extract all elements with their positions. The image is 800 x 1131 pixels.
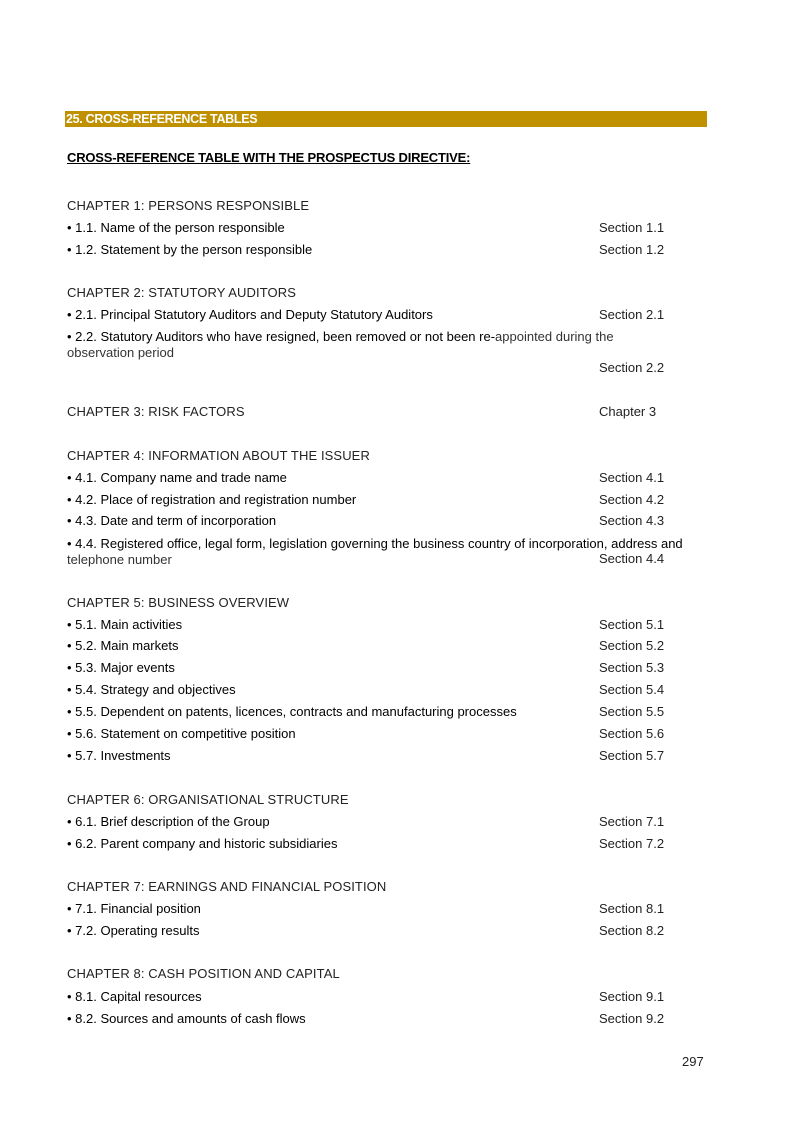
item-5-5-ref: Section 5.5: [599, 704, 665, 719]
item-2-2-label: [67, 329, 712, 361]
item-6-1-ref: Section 7.1: [599, 814, 665, 829]
item-7-2-label: • 7.2. Operating results: [67, 923, 200, 938]
item-1-1-label: • 1.1. Name of the person responsible: [67, 220, 285, 235]
item-7-1-ref: Section 8.1: [599, 901, 665, 916]
item-5-4-label: • 5.4. Strategy and objectives: [67, 682, 236, 697]
item-8-1-ref: Section 9.1: [599, 989, 665, 1004]
item-1-2-ref: Section 1.2: [599, 242, 665, 257]
chapter-6-title: CHAPTER 6: ORGANISATIONAL STRUCTURE: [67, 792, 349, 807]
chapter-3-title: CHAPTER 3: RISK FACTORS: [67, 404, 245, 419]
table-subtitle: CROSS-REFERENCE TABLE WITH THE PROSPECTUS DIRECTIVE:: [67, 150, 471, 165]
item-5-1-label: • 5.1. Main activities: [67, 617, 183, 632]
item-4-4-label-part-a: • 4.4. Registered office, legal form, legislation governing the business country of incorporation, address and: [67, 536, 683, 551]
item-5-3-label: • 5.3. Major events: [67, 660, 175, 675]
section-header-bar: [65, 111, 707, 127]
chapter-3-ref: Chapter 3: [599, 404, 657, 419]
item-7-2-ref: Section 8.2: [599, 923, 665, 938]
item-5-4-ref: Section 5.4: [599, 682, 665, 697]
chapter-8-title: CHAPTER 8: CASH POSITION AND CAPITAL: [67, 966, 340, 981]
chapter-4-title: CHAPTER 4: INFORMATION ABOUT THE ISSUER: [67, 448, 370, 463]
item-7-1-label: • 7.1. Financial position: [67, 901, 201, 916]
item-4-2-ref: Section 4.2: [599, 492, 665, 507]
item-8-1-label: • 8.1. Capital resources: [67, 989, 202, 1004]
chapter-5-title: CHAPTER 5: BUSINESS OVERVIEW: [67, 595, 290, 610]
section-title: 25. CROSS-REFERENCE TABLES: [66, 112, 258, 126]
item-4-2-label: • 4.2. Place of registration and registration number: [67, 492, 357, 507]
item-5-1-ref: Section 5.1: [599, 617, 665, 632]
item-6-2-label: • 6.2. Parent company and historic subsidiaries: [67, 836, 338, 851]
item-2-1-label: • 2.1. Principal Statutory Auditors and Deputy Statutory Auditors: [67, 307, 433, 322]
item-1-2-label: • 1.2. Statement by the person responsible: [67, 242, 313, 257]
item-5-2-ref: Section 5.2: [599, 638, 665, 653]
item-4-1-label: • 4.1. Company name and trade name: [67, 470, 287, 485]
item-5-7-ref: Section 5.7: [599, 748, 665, 763]
item-5-6-ref: Section 5.6: [599, 726, 665, 741]
chapter-2-title: CHAPTER 2: STATUTORY AUDITORS: [67, 285, 297, 300]
item-2-2-label-part-c: observation period: [67, 345, 174, 360]
item-1-1-ref: Section 1.1: [599, 220, 665, 235]
chapter-1-title: CHAPTER 1: PERSONS RESPONSIBLE: [67, 198, 310, 213]
item-5-6-label: • 5.6. Statement on competitive position: [67, 726, 296, 741]
item-5-3-ref: Section 5.3: [599, 660, 665, 675]
item-4-4-label-part-b: telephone number: [67, 552, 172, 567]
item-6-2-ref: Section 7.2: [599, 836, 665, 851]
item-4-3-ref: Section 4.3: [599, 513, 665, 528]
item-4-4-ref: Section 4.4: [599, 551, 665, 566]
item-6-1-label: • 6.1. Brief description of the Group: [67, 814, 270, 829]
item-5-2-label: • 5.2. Main markets: [67, 638, 179, 653]
item-8-2-ref: Section 9.2: [599, 1011, 665, 1026]
item-2-1-ref: Section 2.1: [599, 307, 665, 322]
item-2-2-label-part-b: appointed during the: [495, 329, 614, 344]
item-5-7-label: • 5.7. Investments: [67, 748, 171, 763]
item-4-3-label: • 4.3. Date and term of incorporation: [67, 513, 277, 528]
chapter-7-title: CHAPTER 7: EARNINGS AND FINANCIAL POSITION: [67, 879, 387, 894]
item-8-2-label: • 8.2. Sources and amounts of cash flows: [67, 1011, 306, 1026]
item-4-1-ref: Section 4.1: [599, 470, 665, 485]
item-2-2-ref: Section 2.2: [599, 360, 665, 375]
page-number: 297: [682, 1054, 704, 1069]
item-5-5-label: • 5.5. Dependent on patents, licences, contracts and manufacturing processes: [67, 704, 517, 719]
item-2-2-label-part-a: • 2.2. Statutory Auditors who have resigned, been removed or not been re-: [67, 329, 496, 344]
